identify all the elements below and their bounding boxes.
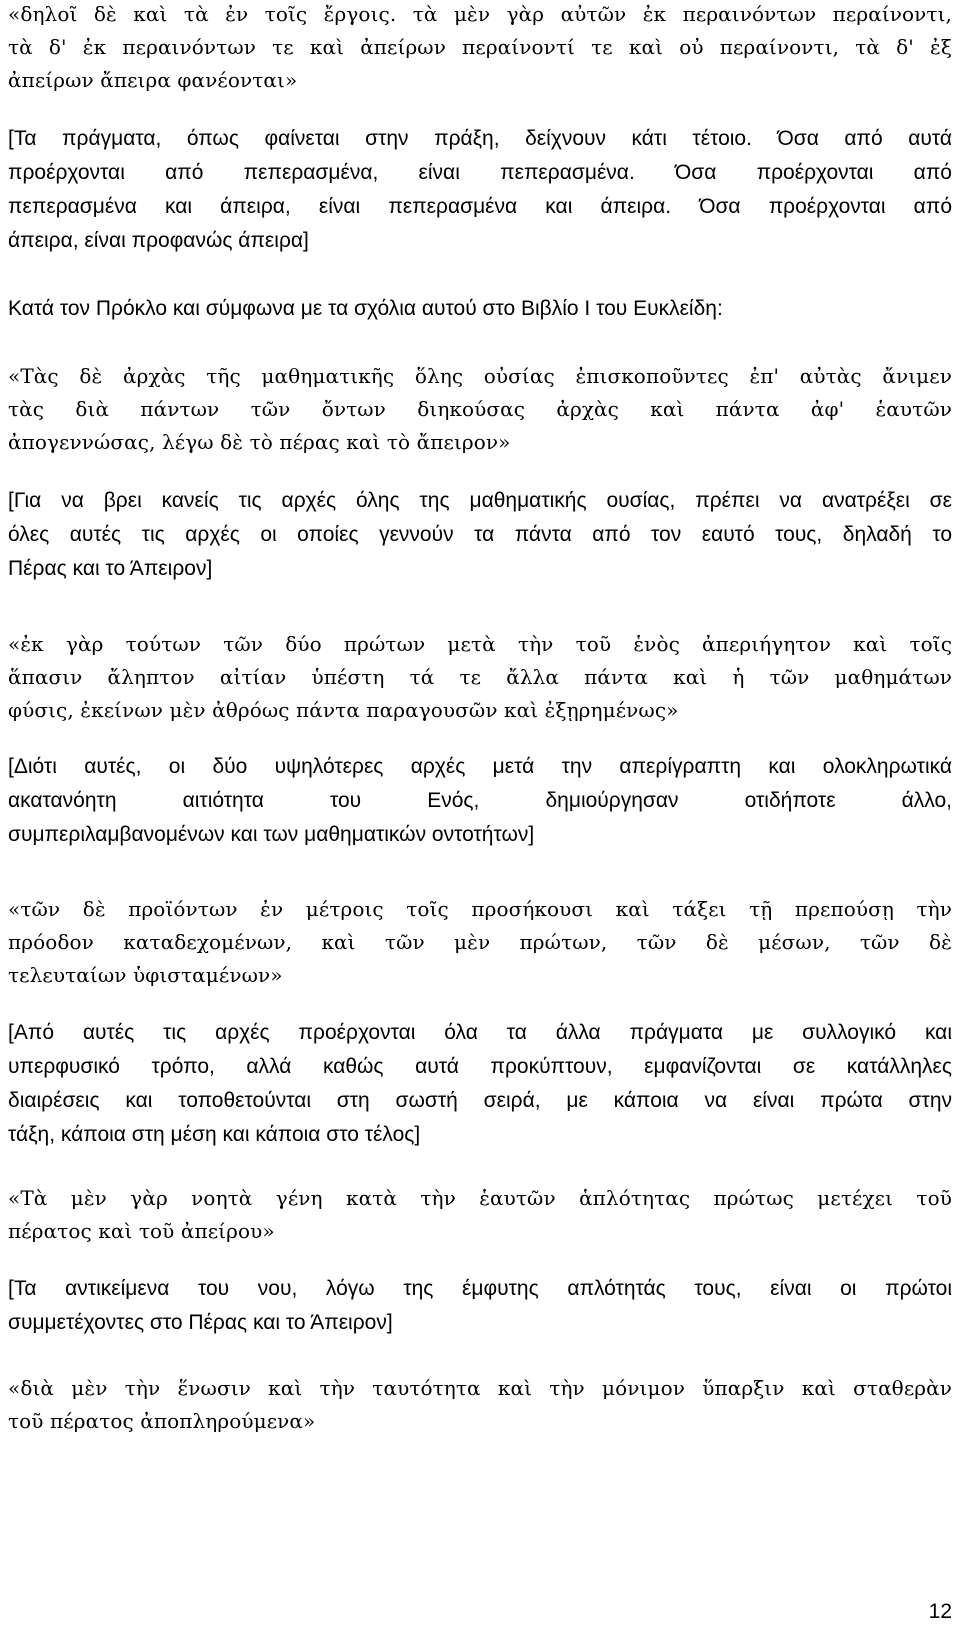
- text-line: πρόοδον καταδεχομένων, καὶ τῶν μὲν πρώτων, τῶν δὲ μέσων, τῶν δὲ: [8, 930, 952, 954]
- text-line: ἅπασιν ἄληπτον αἰτίαν ὑπέστη τά τε ἄλλα πάντα καὶ ἡ τῶν μαθημάτων: [8, 665, 952, 689]
- text-line: «Τὰ μὲν γὰρ νοητὰ γένη κατὰ τὴν ἑαυτῶν ἁπλότητας πρώτως μετέχει τοῦ: [8, 1186, 952, 1210]
- text-line: τὰς διὰ πάντων τῶν ὄντων διηκούσας ἀρχὰς καὶ πάντα ἀφ' ἑαυτῶν: [8, 397, 952, 421]
- text-line: υπερφυσικό τρόπο, αλλά καθώς αυτά προκύπτουν, εμφανίζονται σε κατάλληλες: [8, 1055, 952, 1078]
- text-line: [Από αυτές τις αρχές προέρχονται όλα τα άλλα πράγματα με συλλογικό και: [8, 1021, 952, 1044]
- text-line: τάξη, κάποια στη μέση και κάποια στο τέλος]: [8, 1123, 421, 1146]
- text-line: συμμετέχοντες στο Πέρας και το Άπειρον]: [8, 1311, 393, 1334]
- text-line: [Τα πράγματα, όπως φαίνεται στην πράξη, δείχνουν κάτι τέτοιο. Όσα από αυτά: [8, 127, 952, 150]
- text-line: ακατανόητη αιτιότητα του Ενός, δημιούργησαν οτιδήποτε άλλο,: [8, 789, 952, 812]
- text-line: «τῶν δὲ προϊόντων ἐν μέτροις τοῖς προσήκουσι καὶ τάξει τῇ πρεπούσῃ τὴν: [8, 897, 952, 921]
- text-line: [Τα αντικείμενα του νου, λόγω της έμφυτης απλότητάς τους, είναι οι πρώτοι: [8, 1277, 952, 1300]
- text-line: ἀπείρων ἄπειρα φανέονται»: [8, 68, 298, 92]
- text-line: πεπερασμένα και άπειρα, είναι πεπερασμένα και άπειρα. Όσα προέρχονται από: [8, 195, 952, 218]
- ancient-greek-quote: [8, 360, 952, 459]
- text-line: τοῦ πέρατος ἀποπληρούμενα»: [8, 1409, 316, 1433]
- text-line: [Για να βρει κανείς τις αρχές όλης της μαθηματικής ουσίας, πρέπει να ανατρέξει σε: [8, 489, 952, 512]
- text-line: «Τὰς δὲ ἀρχὰς τῆς μαθηματικῆς ὅλης οὐσίας ἐπισκοποῦντες ἐπ' αὐτὰς ἄνιμεν: [8, 364, 952, 388]
- translation-paragraph: [8, 750, 952, 852]
- translation-paragraph: [8, 484, 952, 586]
- ancient-greek-quote: [8, 628, 952, 727]
- text-line: τὰ δ' ἐκ περαινόντων τε καὶ ἀπείρων περαίνοντί τε καὶ οὐ περαίνοντι, τὰ δ' ἐξ: [8, 35, 952, 59]
- translation-paragraph: [8, 1272, 952, 1340]
- text-line: «δηλοῖ δὲ καὶ τὰ ἐν τοῖς ἔργοις. τὰ μὲν γὰρ αὐτῶν ἐκ περαινόντων περαίνοντι,: [8, 2, 952, 26]
- text-line: ἀπογεννώσας, λέγω δὲ τὸ πέρας καὶ τὸ ἄπειρον»: [8, 430, 511, 454]
- text-line: όλες αυτές τις αρχές οι οποίες γεννούν τα πάντα από τον εαυτό τους, δηλαδή το: [8, 523, 952, 546]
- text-line: άπειρα, είναι προφανώς άπειρα]: [8, 229, 309, 252]
- intro-paragraph: [8, 292, 952, 326]
- text-line: πέρατος καὶ τοῦ ἀπείρου»: [8, 1219, 275, 1243]
- text-line: φύσις, ἐκείνων μὲν ἀθρόως πάντα παραγουσῶν καὶ ἐξῃρημένως»: [8, 698, 679, 722]
- text-line: [Διότι αυτές, οι δύο υψηλότερες αρχές μετά την απερίγραπτη και ολοκληρωτικά: [8, 755, 952, 778]
- text-line: τελευταίων ὑφισταμένων»: [8, 963, 283, 987]
- text-line: Κατά τον Πρόκλο και σύμφωνα με τα σχόλια αυτού στο Βιβλίο Ι του Ευκλείδη:: [8, 297, 723, 320]
- text-line: συμπεριλαμβανομένων και των μαθηματικών οντοτήτων]: [8, 823, 535, 846]
- page-number: 12: [928, 1600, 952, 1623]
- translation-paragraph: [8, 1016, 952, 1152]
- ancient-greek-quote: [8, 893, 952, 992]
- text-line: «διὰ μὲν τὴν ἕνωσιν καὶ τὴν ταυτότητα καὶ τὴν μόνιμον ὕπαρξιν καὶ σταθερὰν: [8, 1376, 952, 1400]
- ancient-greek-quote: [8, 1372, 952, 1438]
- text-line: διαιρέσεις και τοποθετούνται στη σωστή σειρά, με κάποια να είναι πρώτα στην: [8, 1089, 952, 1112]
- text-line: Πέρας και το Άπειρον]: [8, 557, 213, 580]
- text-line: προέρχονται από πεπερασμένα, είναι πεπερασμένα. Όσα προέρχονται από: [8, 161, 952, 184]
- ancient-greek-quote: [8, 0, 952, 97]
- ancient-greek-quote: [8, 1182, 952, 1248]
- translation-paragraph: [8, 122, 952, 258]
- text-line: «ἐκ γὰρ τούτων τῶν δύο πρώτων μετὰ τὴν τοῦ ἑνὸς ἀπεριήγητον καὶ τοῖς: [8, 632, 952, 656]
